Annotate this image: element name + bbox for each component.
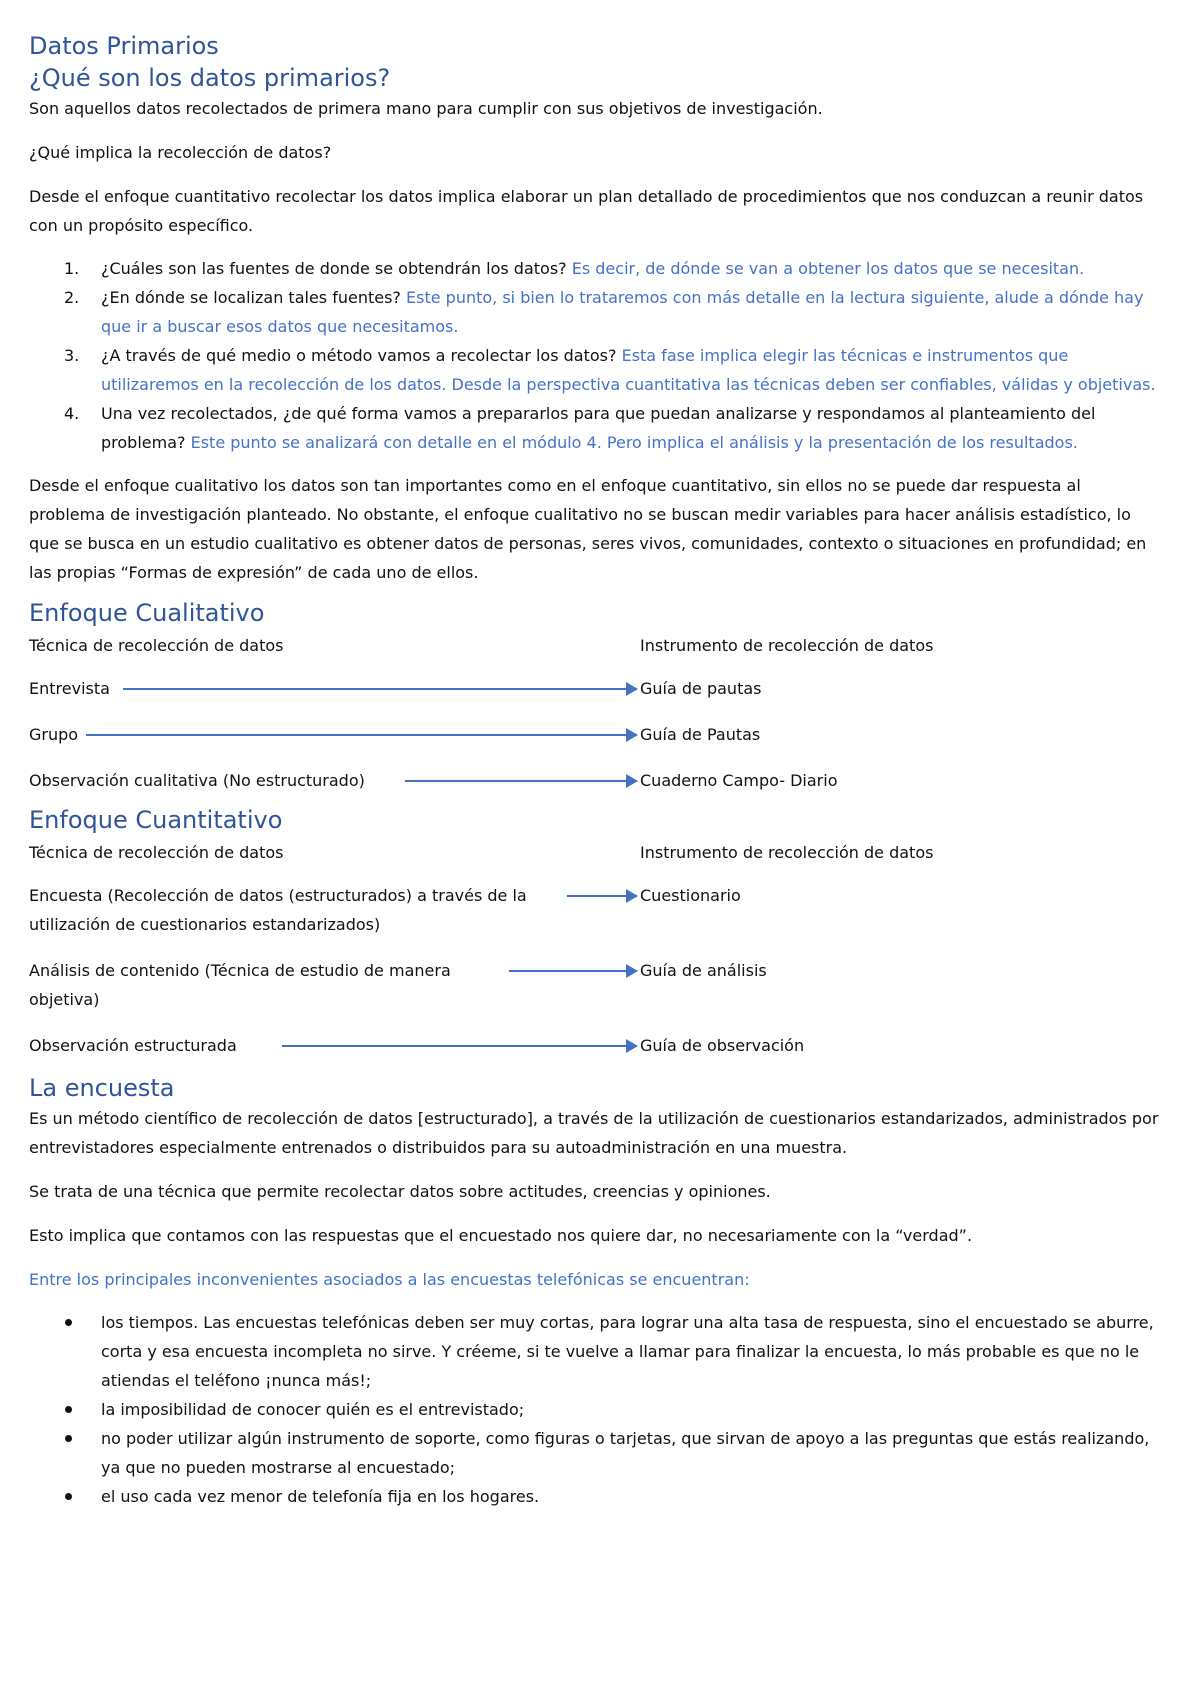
arrow-icon [567,895,637,897]
paragraph-encuesta-respuestas: Esto implica que contamos con las respuestas que el encuestado nos quiere dar, no necesariamente con la “verdad”. [29,1226,973,1245]
table-header-cuantitativo [29,838,1160,868]
list-item [29,283,1160,341]
bullet-icon [65,1493,72,1500]
technique-row [29,1031,1160,1061]
list-number: 4. [64,404,80,423]
list-number: 2. [64,288,80,307]
bullet-text: el uso cada vez menor de telefonía fija en los hogares. [101,1487,540,1506]
section-heading-datos-primarios: ¿Qué son los datos primarios? [29,64,391,92]
list-item [29,1482,1160,1511]
technique-label: Observación cualitativa (No estructurado) [29,771,365,790]
instrument-label: Guía de Pautas [640,725,761,744]
bullet-text: la imposibilidad de conocer quién es el entrevistado; [101,1400,525,1419]
instrument-label: Cuaderno Campo- Diario [640,771,838,790]
instrument-label: Guía de pautas [640,679,762,698]
paragraph-enfoque-cualitativo: Desde el enfoque cualitativo los datos son tan importantes como en el enfoque cuantitativo, sin ellos no se puede dar respuesta al problema de investigación planteado. No obstante, el enfoque cualitativo no se buscan medir variables para hacer análisis estadístico, lo que se busca en un estudio cualitativo es obtener datos de personas, seres vivos, comunidades, contexto o situaciones en profundidad; en las propias “Formas de expresión” de cada uno de ellos. [29,476,1147,582]
list-item [29,341,1160,399]
list-question: ¿A través de qué medio o método vamos a recolectar los datos? [101,346,617,365]
paragraph-encuesta-definicion: Es un método científico de recolección de datos [estructurado], a través de la utilización de cuestionarios estandarizados, administrados por entrevistadores especialmente entrenados o distribuidos para su autoadministración en una muestra. [29,1109,1159,1157]
technique-label: Entrevista [29,679,110,698]
technique-row [29,674,1160,704]
paragraph-pregunta-recoleccion: ¿Qué implica la recolección de datos? [29,143,332,162]
list-item [29,399,1160,457]
section-heading-encuesta: La encuesta [29,1074,175,1102]
technique-row [29,720,1160,750]
bullet-icon [65,1406,72,1413]
list-item [29,1308,1160,1395]
paragraph-definicion: Son aquellos datos recolectados de primera mano para cumplir con sus objetivos de investigación. [29,99,823,118]
instrument-label: Cuestionario [640,886,741,905]
bullet-text: no poder utilizar algún instrumento de soporte, como figuras o tarjetas, que sirvan de apoyo a las preguntas que estás realizando, ya que no pueden mostrarse al encuestado; [101,1429,1150,1477]
list-answer: Este punto se analizará con detalle en el módulo 4. Pero implica el análisis y la presentación de los resultados. [190,433,1078,452]
table-header-cualitativo [29,631,1160,661]
technique-row [29,956,1160,1014]
list-answer: Es decir, de dónde se van a obtener los datos que se necesitan. [571,259,1085,278]
technique-label: Análisis de contenido (Técnica de estudio de manera objetiva) [29,961,451,1009]
technique-label: Observación estructurada [29,1036,237,1055]
list-answer: Este punto, si bien lo trataremos con más detalle en la lectura siguiente, alude a dónde hay que ir a buscar esos datos que necesitamos. [101,288,1144,336]
list-number: 3. [64,346,80,365]
list-item [29,254,1160,283]
list-number: 1. [64,259,80,278]
numbered-list [29,254,1160,457]
column-header-tecnica: Técnica de recolección de datos [29,636,284,655]
section-heading-cualitativo: Enfoque Cualitativo [29,599,265,627]
list-answer: Esta fase implica elegir las técnicas e instrumentos que utilizaremos en la recolección de los datos. Desde la perspectiva cuantitativa las técnicas deben ser confiables, válidas y objetivas. [101,346,1156,394]
instrument-label: Guía de análisis [640,961,767,980]
list-question: ¿En dónde se localizan tales fuentes? [101,288,401,307]
column-header-instrumento: Instrumento de recolección de datos [640,636,934,655]
paragraph-encuesta-tecnica: Se trata de una técnica que permite recolectar datos sobre actitudes, creencias y opiniones. [29,1182,771,1201]
paragraph-inconvenientes: Entre los principales inconvenientes asociados a las encuestas telefónicas se encuentran: [29,1270,750,1289]
arrow-icon [509,970,637,972]
list-question: Una vez recolectados, ¿de qué forma vamos a prepararlos para que puedan analizarse y respondamos al planteamiento del problema? [101,404,1096,452]
instrument-label: Guía de observación [640,1036,805,1055]
document-title: Datos Primarios [29,32,219,60]
bullet-icon [65,1435,72,1442]
list-item [29,1395,1160,1424]
arrow-icon [405,780,637,782]
technique-row [29,881,1160,939]
section-heading-cuantitativo: Enfoque Cuantitativo [29,806,283,834]
paragraph-enfoque-cuantitativo: Desde el enfoque cuantitativo recolectar los datos implica elaborar un plan detallado de procedimientos que nos conduzcan a reunir datos con un propósito específico. [29,187,1144,235]
technique-row [29,766,1160,796]
list-question: ¿Cuáles son las fuentes de donde se obtendrán los datos? [101,259,567,278]
list-item [29,1424,1160,1482]
technique-label: Encuesta (Recolección de datos (estructurados) a través de la utilización de cuestionarios estandarizados) [29,886,527,934]
column-header-instrumento: Instrumento de recolección de datos [640,843,934,862]
arrow-icon [282,1045,637,1047]
column-header-tecnica: Técnica de recolección de datos [29,843,284,862]
arrow-icon [86,734,637,736]
bullet-text: los tiempos. Las encuestas telefónicas deben ser muy cortas, para lograr una alta tasa de respuesta, sino el encuestado se aburre, corta y esa encuesta incompleta no sirve. Y créeme, si te vuelve a llamar para finalizar la encuesta, lo más probable es que no le atiendas el teléfono ¡nunca más!; [101,1313,1154,1390]
arrow-icon [123,688,637,690]
bullet-list [29,1308,1160,1511]
bullet-icon [65,1319,72,1326]
technique-label: Grupo [29,725,79,744]
